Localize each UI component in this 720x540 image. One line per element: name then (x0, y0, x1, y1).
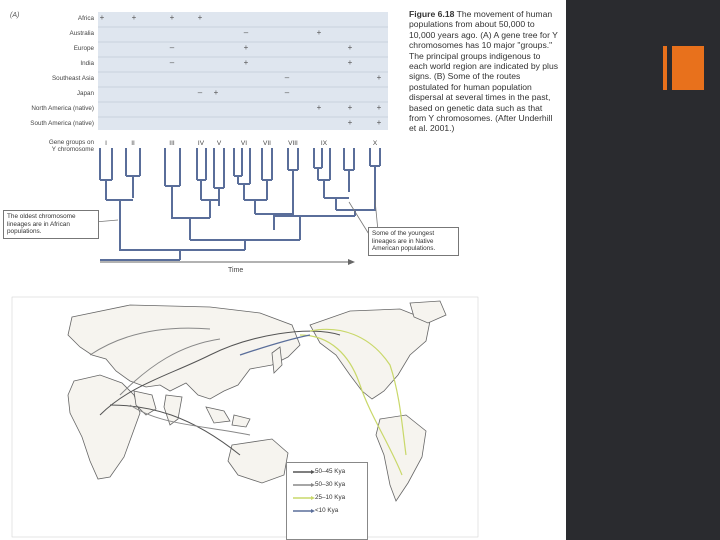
region-label: Japan (76, 90, 94, 97)
region-label: India (80, 60, 94, 67)
minus-mark: – (169, 43, 175, 52)
panel-a-label: (A) (10, 12, 20, 19)
plus-mark: + (347, 118, 353, 127)
region-label: Europe (73, 45, 94, 52)
note-oldest-lineages: The oldest chromosome lineages are in African populations. (3, 210, 99, 239)
time-axis-label: Time (228, 267, 244, 274)
gene-group-label: IV (197, 140, 205, 147)
legend-entry-1: 50–45 Kya (315, 468, 346, 475)
gene-group-label: III (169, 140, 175, 147)
note-youngest-lineages: Some of the youngest lineages are in Native American populations. (368, 227, 459, 256)
plus-mark: + (213, 88, 219, 97)
gene-group-label: IX (320, 140, 328, 147)
plus-mark: + (347, 103, 353, 112)
plus-mark: + (376, 103, 382, 112)
gene-groups-label-line1: Gene groups on (48, 139, 94, 146)
region-label: North America (native) (31, 105, 94, 112)
region-label: Africa (77, 15, 94, 22)
gene-group-label: X (372, 140, 378, 147)
gene-group-label: I (105, 140, 107, 147)
plus-mark: + (376, 118, 382, 127)
gene-group-label: II (131, 140, 135, 147)
figure-label: Figure 6.18 (409, 9, 455, 19)
plus-mark: + (131, 13, 137, 22)
region-label: Australia (69, 30, 94, 37)
plus-mark: + (99, 13, 105, 22)
plus-mark: + (316, 103, 322, 112)
minus-mark: – (169, 58, 175, 67)
minus-mark: – (284, 88, 290, 97)
plus-mark: + (243, 43, 249, 52)
minus-mark: – (197, 88, 203, 97)
legend-entry-4: <10 Kya (315, 507, 339, 514)
region-label: South America (native) (30, 120, 94, 127)
accent-bar-thin (663, 46, 667, 90)
legend-entry-3: 25–10 Kya (315, 494, 346, 501)
gene-group-label: V (216, 140, 222, 147)
minus-mark: – (284, 73, 290, 82)
plus-mark: + (316, 28, 322, 37)
plus-mark: + (347, 58, 353, 67)
minus-mark: – (243, 28, 249, 37)
gene-group-label: VI (240, 140, 248, 147)
gene-group-label: VII (263, 140, 271, 147)
map-legend (286, 462, 368, 540)
gene-groups-label-line2: Y chromosome (51, 146, 94, 153)
gene-group-label: VIII (288, 140, 298, 147)
legend-entry-2: 50–30 Kya (315, 481, 346, 488)
plus-mark: + (376, 73, 382, 82)
figure-caption (409, 9, 559, 134)
world-map (10, 295, 480, 540)
accent-bar-block (672, 46, 704, 90)
plus-mark: + (243, 58, 249, 67)
plus-mark: + (347, 43, 353, 52)
region-label: Southeast Asia (51, 75, 94, 82)
plus-mark: + (169, 13, 175, 22)
figure-caption-text: The movement of human populations from about 50,000 to 10,000 years ago. (A) A gene tree for Y chromosomes has 10 major "groups." The principal groups indigenous to each world region are indicated by plus signs. (B) Some of the routes postulated for human population dispersal at several times in the past, based on genetic data such as that from Y chromosomes. (After Underhill et al. 2001.) (409, 9, 559, 134)
plus-mark: + (197, 13, 203, 22)
